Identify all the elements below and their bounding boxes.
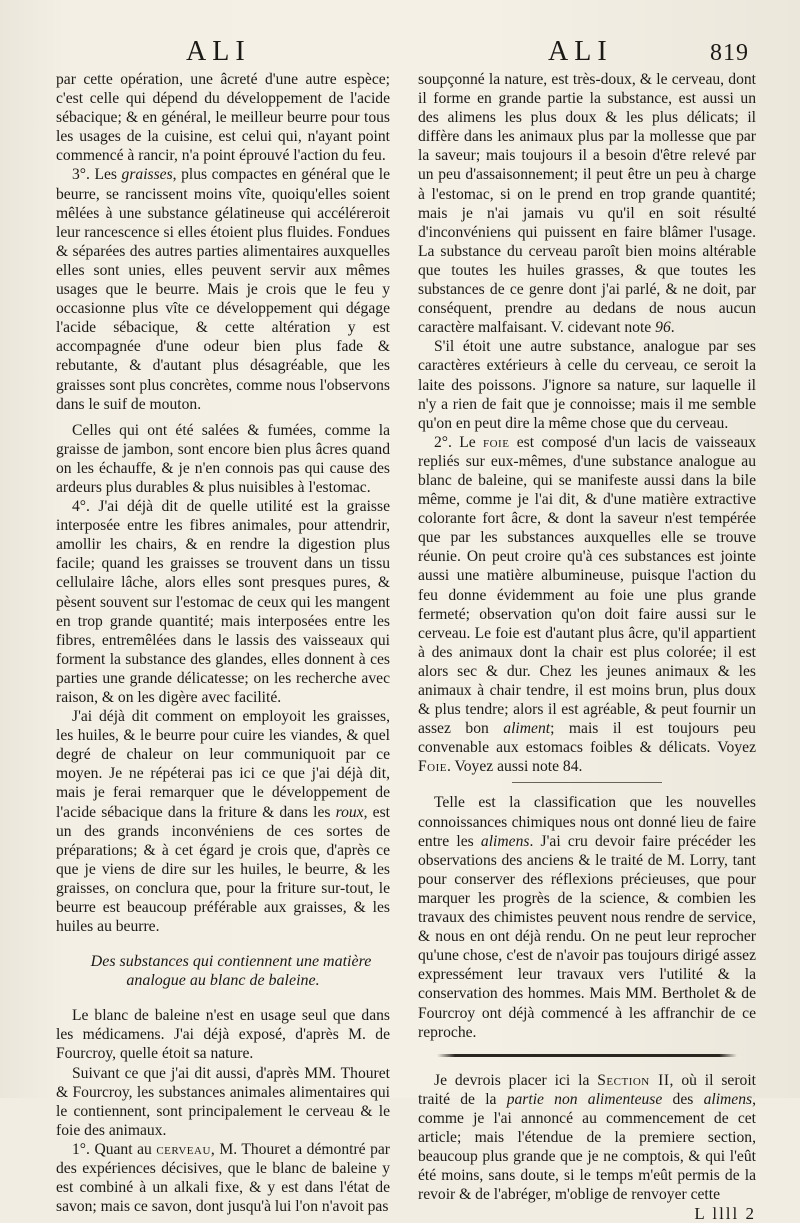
- paragraph-text: . J'ai cru devoir faire précéder les observations des anciens & le traité de M. Lorry, tant pour conserver des réflexions précieuses, que pour marquer les progrès de la science, & combien les travaux des chimistes peuvent nous rendre de service, & nous en ont déjà rendu. On ne peut leur reprocher qu'une chose, c'est de n'avoir pas toujours dirigé assez expressément leur travaux vers l'utilité & la conservation des hommes. Mais MM. Bertholet & de Fourcroy ont déjà commencé à les affranchir de ce reproche.: [418, 832, 757, 1041]
- term-section-ii: Section II: [597, 1071, 670, 1089]
- right-column: [418, 70, 756, 1223]
- paragraph-cerveau: [56, 1140, 390, 1216]
- section-divider: [437, 1054, 737, 1057]
- term-alimens: alimens: [480, 832, 530, 850]
- punctuation: .: [670, 319, 675, 337]
- paragraph-substances: Suivant ce que j'ai dit aussi, d'après MM. Thouret & Fourcroy, les substances animales alimentaires qui le contiennent, sont principalement le cerveau & le foie des animaux.: [56, 1064, 390, 1139]
- term-foie: foie: [482, 433, 510, 451]
- paragraph-text: , M. Thouret a démontré par des expériences décisives, que le blanc de baleine y est combiné à un alkali fixe, & y est dans l'état de savon; mais ce savon, dont jusqu'à lui l'on n'avoit pas: [56, 1140, 390, 1216]
- printer-signature: L llll 2: [694, 1204, 756, 1223]
- page-number: 819: [710, 40, 749, 66]
- term-alimens: alimens: [703, 1090, 753, 1108]
- paragraph-blanc-de-baleine: Le blanc de baleine n'est en usage seul que dans les médicamens. J'ai déjà exposé, d'après M. de Fourcroy, quelle étoit sa nature.: [56, 1007, 390, 1063]
- paragraph-text: , où il seroit traité de la: [418, 1071, 756, 1108]
- paragraph-text: Je devrois placer ici la: [434, 1071, 590, 1089]
- paragraph-text: Telle est la classification que les nouvelles connoissances chimiques nous ont donné lieu de faire entre les: [418, 794, 756, 850]
- paragraph-section-ii: [418, 1071, 756, 1205]
- term-graisses: graisses: [121, 166, 173, 184]
- paragraph-cerveau-continued: [418, 70, 756, 337]
- paragraph-text: est composé d'un lacis de vaisseaux repliés sur eux-mêmes, d'une substance analogue au blanc de baleine, qui se manifeste aussi dans la bile même, comme je l'ai dit, & d'une matière extractive colorante fort âcre, & dont la saveur n'est tempérée que par les substances auxquelles elle se trouve réunie. On peut croire qu'à ces substances est jointe aussi une matière albumineuse, puisque l'action du feu donne évidemment au foie une plus grande fermeté; observation qu'on doit faire aussi sur le cerveau. Le foie est d'autant plus âcre, qu'il appartient à des animaux dont la chair est plus colorée; il est alors sec & dur. Chez les jeunes animaux & les animaux à chair tendre, il est moins brun, plus doux & plus tendre; alors il est agréable, & peut fournir un assez bon: [418, 433, 757, 738]
- paragraph-laite: S'il étoit une autre substance, analogue par ses caractères extérieurs à celle du cerveau, ce seroit la laite des poissons. J'ignore sa nature, sur laquelle il n'y a rien de fait que je connoisse; mais il me semble qu'on en peut dire la même chose que du cerveau.: [418, 338, 756, 432]
- paragraph-frying: [56, 707, 390, 936]
- term-aliment: aliment: [503, 720, 551, 738]
- item-number: 3°. Les: [72, 166, 117, 184]
- cross-reference-foie: Foie: [418, 758, 447, 776]
- paragraph-classification: [418, 793, 756, 1041]
- paragraph-text: ; mais il est toujours peu convenable aux estomacs foibles & délicats. Voyez: [418, 720, 756, 757]
- short-divider: [512, 782, 662, 783]
- section-heading: Des substances qui contiennent une matière analogue au blanc de baleine.: [90, 953, 372, 990]
- paragraph-foie: [418, 433, 756, 777]
- paragraph-text: soupçonné la nature, est très-doux, & le cerveau, dont il forme en grande partie la substance, est aussi un des alimens les plus doux & les plus délicats; il diffère dans les animaux plus par la mollesse que par la saveur; mais toujours il a besoin d'être relevé par un peu d'assaisonnement; il peut être un peu à charge à l'estomac, si on le prend en trop grande quantité; mais je n'ai jamais vu qu'il en soit résulté d'inconvéniens qui puissent en faire blâmer l'usage. La substance du cerveau paroît bien moins altérable que toutes les huiles grasses, & que toutes les substances de ce genre dont j'ai parlé, & ne doit, par conséquent, prendre au dedans de nous aucun caractère malfaisant. V. cidevant note: [418, 71, 756, 337]
- paragraph-text: , plus compactes en général que le beurre, se rancissent moins vîte, quoiqu'elles soient mêlées à une substance gélatineuse qui accéléreroit leur rancescence si elles étoient plus fluides. Fondues & séparées des autres parties alimentaires auxquelles elles sont unies, elles peuvent servir aux mêmes usages que le beurre. Mais je crois que le feu y occasionne plus vîte ce développement qui dégage l'acide sébacique, & cette altération y est accompagnée d'une odeur bien plus fade & rebutante, & d'autant plus désagréable, que les graisses sont plus concrètes, comme nous l'observons dans le suif de mouton.: [56, 166, 390, 413]
- left-running-title: ALI: [186, 36, 251, 67]
- paragraph-text: des: [672, 1090, 694, 1108]
- note-reference: 96: [655, 319, 671, 337]
- paragraph-text: J'ai déjà dit comment on employoit les graisses, les huiles, & le beurre pour cuire les viandes, & quel degré de chaleur on leur communiquoit par ce moyen. Je ne répéterai pas ici ce que j'ai déjà dit, mais je ferai remarquer que le développement de l'acide sébacique dans la friture & dans les: [56, 708, 390, 821]
- term-partie-non-alimenteuse: partie non alimenteuse: [506, 1090, 663, 1108]
- term-cerveau: cerveau: [156, 1140, 211, 1158]
- paragraph-text: . Voyez aussi note 84.: [447, 758, 583, 776]
- item-number: 1°. Quant au: [72, 1140, 152, 1158]
- paragraph-salted-fat: Celles qui ont été salées & fumées, comme la graisse de jambon, sont encore bien plus âcres quand on les échauffe, & je n'en connois pas qui cause des ardeurs plus durables & plus nuisibles à l'estomac.: [56, 421, 390, 496]
- term-roux: roux: [335, 803, 364, 821]
- item-number: 2°. Le: [434, 433, 476, 451]
- paragraph-text: , comme je l'ai annoncé au commencement de cet article; mais l'étendue de la premiere section, beaucoup plus grande que je ne comptois, & qui l'eût été moins, sans doute, si le temps m'eût permis de la revoir & de l'abréger, m'oblige de renvoyer cette: [418, 1090, 756, 1204]
- right-running-title: ALI: [548, 36, 613, 67]
- paragraph-text: , est un des grands inconvéniens de ces sortes de préparations; & à cet égard je crois que, d'après ce que je viens de dire sur les huiles, le beurre, & les graisses, on conclura que, pour la friture sur-tout, le beurre est beaucoup préférable aux graisses, & les huiles au beurre.: [56, 803, 390, 936]
- running-header: [0, 36, 800, 70]
- paragraph-graisses: [56, 165, 390, 413]
- paragraph-interposed-fat: 4°. J'ai déjà dit de quelle utilité est la graisse interposée entre les fibres animales, pour attendrir, amollir les chairs, & en rendre la digestion plus facile; quand les graisses se trouvent dans un tissu cellulaire lâche, alors elles sont presques pures, & pèsent souvent sur l'estomac de ceux qui les mangent en trop grande quantité; mais interposées entre les fibres, entremêlées dans le lassis des vaisseaux qui forment la substance des glandes, elles donnent à ces parties une grande délicatesse; on les recherche avec raison, & on les digère avec facilité.: [56, 498, 390, 706]
- paragraph-butter-conclusion: par cette opération, une âcreté d'une autre espèce; c'est celle qui dépend du développement de l'acide sébacique; & en général, le meilleur beurre pour tous les usages de la cuisine, est celui qui, n'ayant point commencé à rancir, n'a point éprouvé l'action du feu.: [56, 71, 390, 165]
- left-column: [56, 70, 390, 1216]
